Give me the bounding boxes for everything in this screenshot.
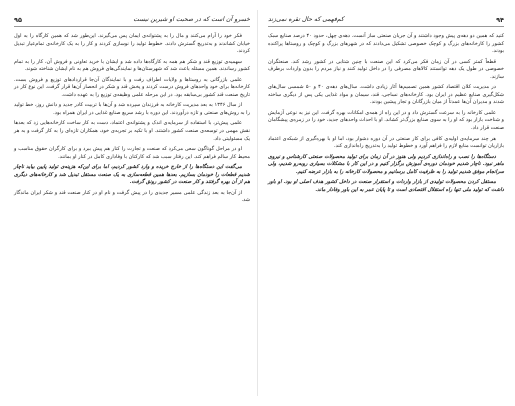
emphasized-paragraph: مستقل کردن محصولات تولیدی از بازار واردات و استقرار صنعت در داخل کشور هدف اصلی او بود. او باور داشت که تولید ملی تنها راه استقلال اقتصادی است و تا پایان عمر به این باور وفادار ماند. [268, 179, 504, 193]
left-running-head: خسرو آن است که در صحبت او شیرین نیست [133, 16, 250, 23]
paragraph: از آن‌جا به بعد زندگی علمی مسیر جدیدی را در پیش گرفت و نام او در کنار صنعت قند و شکر ایران ماندگار شد. [14, 189, 250, 204]
left-page [14, 14, 250, 394]
paragraph: او در مراحل گوناگون سعی می‌کرد که صنعت و تجارت را کنار هم پیش ببرد و برای کارگران حقوق مناسب و محیط کار سالم فراهم کند. این رفتار سبب شد که کارکنان با وفاداری کامل در کنار او بمانند. [14, 146, 250, 160]
paragraph: علمی پیش‌تر، با استفاده از سرمایه‌ی اندک و پشتوانه‌ی اعتماد، دست به کار ساخت کارخانه‌هایی زد که بعدها نقش مهمی در توسعه‌ی صنعت کشور داشتند. او با تکیه بر تجربه‌ی خود، همکاران تازه‌ای را به کار گرفت و به هر یک مسئولیتی داد. [14, 120, 250, 142]
paragraph: از سال ۱۳۴۶ به بعد مدیریت کارخانه به فرزندان سپرده شد و آن‌ها با تربیت کادر جدید و دانش روز، خط تولید را به روش‌های صنعتی و تازه درآوردند. این دوره با رشد سریع صنایع غذایی در ایران همراه بود. [14, 102, 250, 116]
emphasized-paragraph: دستگاه‌ها را نصب و راه‌اندازی کردیم ولی هنوز در آن زمان برای تولید محصولات صنعتی کارشناس و نیروی ماهر نبود. ناچار شدیم خودمان دوره‌ی آموزش برگزار کنیم و در این کار با مشکلات بسیاری روبه‌رو شدیم، ولی سرانجام موفق شدیم تولید را به ظرفیت کامل برسانیم و محصولات کارخانه را به بازار عرضه کنیم. [268, 153, 504, 175]
paragraph: قطعاً کمتر کسی در آن زمان فکر می‌کرد که این صنعت با چنین شتابی در کشور رشد کند. صنعتگران خصوصی در طول یک دهه توانستند کالاهای مصرفی را در داخل تولید کنند و نیاز مردم را بدون واردات برطرف سازند. [268, 58, 504, 80]
paragraph: علمی کارخانه را به سرعت گسترش داد و در این راه از همه‌ی امکانات بهره گرفت. این نیز به نوعی آزمایش و شناخت بازار بود که او را به سوی صنایع بزرگ‌تر کشاند. او با احداث واحدهای جدید، خود را در زمره‌ی پیشگامان صنعت قرار داد. [268, 109, 504, 132]
paragraph: هر چند سرمایه‌ی اولیه‌ی کافی برای کار صنعتی در آن دوره دشوار بود، اما او با بهره‌گیری از شبکه‌ی اعتماد بازاریان توانست منابع لازم را فراهم آورد و خطوط تولید را به‌تدریج راه‌اندازی کند. [268, 135, 504, 150]
left-page-header [14, 14, 250, 27]
right-page-number: ۹۴ [496, 16, 504, 24]
paragraph: فکر خود را آرام می‌کنند و مال را به پشتوانه‌ی ایمان پس می‌گیرند. این‌طور شد که همین کارگاه را به اول خیابان کشاندند و به‌تدریج گسترش دادند. خطوط تولید را نوسازی کردند و کار را به یک کارخانه‌ی تمام‌عیار تبدیل کردند. [14, 33, 250, 55]
right-page [268, 14, 504, 394]
paragraph: کنید که همین دو دهه‌ی پیش وجود داشتند و آن جریان صنعتی ساز آنست. دهه‌ی چهل، حدود ۴۰ درصد صنایع سبک کشور را کارخانه‌های بزرگ و کوچک خصوصی تشکیل می‌دادند که در شهرهای بزرگ و کوچک و روستاها پراکنده بودند. [268, 33, 504, 55]
right-page-header [268, 14, 504, 27]
paragraph: علمی بازرگانی به روستاها و ولایات اطراف رفت و با نمایندگان آن‌جا قراردادهای توزیع و فروش بست. کارخانه‌ها برای خود واحدهای فروش درست کردند و پخش قند و شکر در انحصار آن‌ها قرار گرفت. این نوع کار در تاریخ صنعت قند کشور بی‌سابقه بود. در این مرحله علمی وظیفه‌ی توزیع را به عهده داشت. [14, 76, 250, 98]
left-page-number: ۹۵ [14, 16, 22, 24]
paragraph: در مدیریت کلان اقتصاد کشور همین تصمیم‌ها آثار زیادی داشت. سال‌های دهه‌ی ۴۰ و ۵۰ شمسی سال‌های شکل‌گیری صنایع عظیم در ایران بود. کارخانه‌های نساجی، قند، سیمان و مواد غذایی یکی پس از دیگری ساخته شدند و مدیران آن‌ها عمدتاً از میان بازرگانان و تجار پیشین بودند. [268, 84, 504, 106]
book-gutter [257, 10, 258, 396]
emphasized-paragraph: می‌گفت این دستگاه‌ها را از خارج خریده و وارد کشور کردیم، اما برای این‌که هزینه‌ی تولید پایین بیاید ناچار شدیم قطعات را خودمان بسازیم. بعدها همین قطعه‌سازی به یک صنعت مستقل تبدیل شد و کارخانه‌های دیگری هم از آن بهره گرفتند و کار صنعت در کشور رونق گرفت. [14, 164, 250, 186]
right-page-body [268, 33, 504, 194]
right-running-head: کم‌فهمی که حال تقره نمی‌زند [268, 16, 344, 23]
paragraph: سهمیه‌ی توزیع قند و شکر هم همه به کارگاه‌ها داده شد و ایشان با خرید تعاونی و فروش آن، کار را به تمام کشور رساندند. همین مسئله باعث شد که شهرستان‌ها و نمایندگی‌های فروش هم به نام ایشان شناخته شوند. [14, 58, 250, 73]
left-page-body [14, 33, 250, 205]
